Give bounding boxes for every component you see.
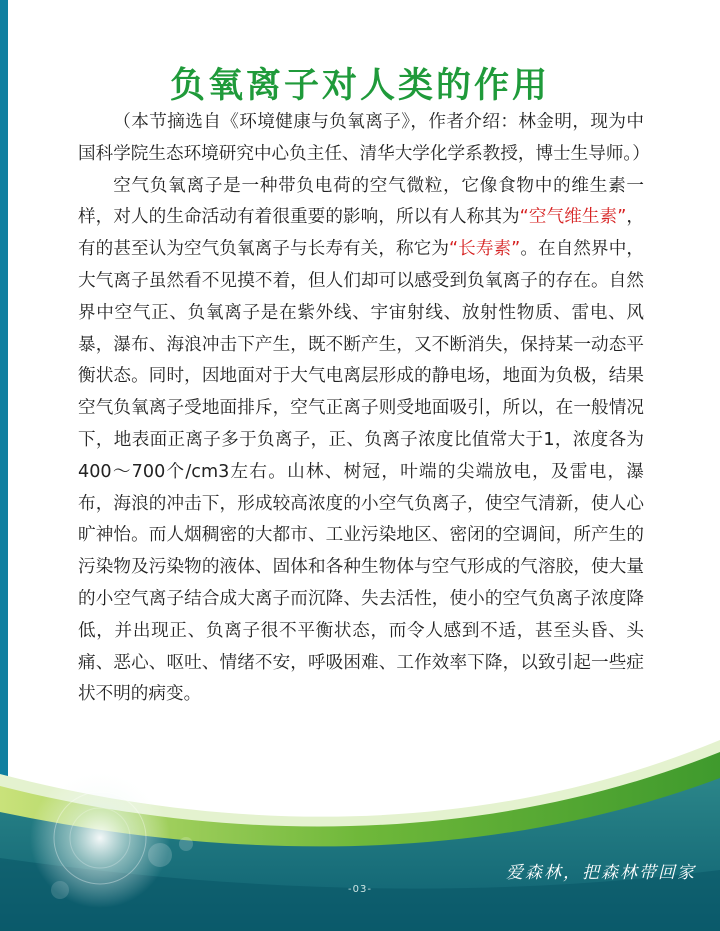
highlight-air-vitamin: “空气维生素”: [519, 207, 627, 228]
source-note: （本节摘选自《环境健康与负氧离子》，作者介绍：林金明，现为中国科学院生态环境研究中心负主任、清华大学化学系教授，博士生导师。）: [78, 112, 650, 164]
page-title: 负氧离子对人类的作用: [169, 66, 550, 107]
paragraph-text-1: 空气负氧离子是一种带负电荷的空气微粒，它像食物中的维生素一样，对人的生命活动有着很重要的影响，所以有人称其为: [78, 175, 644, 228]
paragraph-text-3: 。在自然界中，大气离子虽然看不见摸不着，但人们却可以感受到负氧离子的存在。自然界中空气正、负氧离子是在紫外线、宇宙射线、放射性物质、雷电、风暴，瀑布、海浪冲击下产生，既不断产生，又不断消失，保持某一动态平衡状态。同时，因地面对于大气电离层形成的静电场，地面为负极，结果空气负氧离子受地面排斥，空气正离子则受地面吸引，所以，在一般情况下，地表面正离子多于负离子，正、负离子浓度比值常大于1，浓度各为400～700个/cm3左右。山林、树冠，叶端的尖端放电，及雷电，瀑布，海浪的冲击下，形成较高浓度的小空气负离子，使空气清新，使人心旷神怡。而人烟稠密的大都市、工业污染地区、密闭的空调间，所产生的污染物及污染物的液体、固体和各种生物体与空气形成的气溶胶，使大量的小空气离子结合成大离子而沉降、失去活性，使小的空气负离子浓度降低，并出现正、负离子很不平衡状态，而令人感到不适，甚至头昏、头痛、恶心、呕吐、情绪不安，呼吸困难、工作效率下降，以致引起一些症状不明的病变。: [78, 239, 644, 705]
footer-slogan: 爱森林，把森林带回家: [506, 863, 696, 883]
article-body: [78, 107, 650, 711]
paragraph-text-2: ，有的甚至认为空气负氧离子与长寿有关，称它为: [78, 207, 644, 260]
highlight-longevity: “长寿素”: [449, 239, 521, 260]
footer-wave-decoration: [0, 740, 720, 931]
page-number: -03-: [348, 884, 372, 895]
main-paragraph: [78, 171, 644, 712]
